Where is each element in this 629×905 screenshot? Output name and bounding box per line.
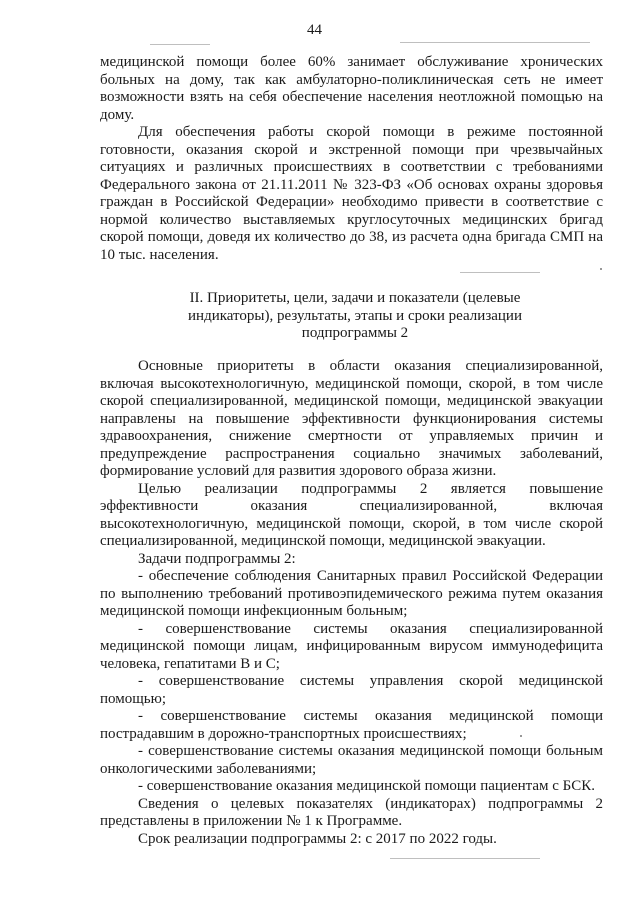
- task-item: - совершенствование системы управления скорой медицинской помощью;: [100, 673, 603, 707]
- intro-text: [100, 54, 603, 264]
- scan-noise: [390, 858, 540, 859]
- section-body: [100, 358, 603, 848]
- scan-noise: [150, 44, 210, 45]
- scan-noise: [600, 268, 602, 270]
- scan-noise: [460, 272, 540, 273]
- priorities-paragraph: Основные приоритеты в области оказания специализированной, включая высокотехнологичную, медицинской помощи, скорой, в том числе скорой специализированной, медицинской помощи, медицинской эвакуации направлены на повышение эффективности функционирования системы здравоохранения, снижение смертности от управляемых причин и предупреждение распространения социально значимых заболеваний, формирование условий для развития здорового образа жизни.: [100, 358, 603, 479]
- indicators-paragraph: Сведения о целевых показателях (индикаторах) подпрограммы 2 представлены в приложении № 1 к Программе.: [100, 795, 603, 829]
- goal-paragraph: Целью реализации подпрограммы 2 является повышение эффективности оказания специализированной, включая высокотехнологичную, медицинской помощи, скорой, в том числе скорой специализированной, медицинской помощи, медицинской эвакуации.: [100, 480, 603, 549]
- task-item: - обеспечение соблюдения Санитарных правил Российской Федерации по выполнению требований противоэпидемического режима путем оказания медицинской помощи инфекционным больным;: [100, 568, 603, 619]
- task-item: - совершенствование системы оказания медицинской помощи пострадавшим в дорожно-транспортных происшествиях;: [100, 708, 603, 742]
- section-heading-line-2: индикаторы), результаты, этапы и сроки реализации: [188, 307, 522, 324]
- section-heading-line-3: подпрограммы 2: [301, 325, 409, 341]
- section-heading: [150, 290, 560, 343]
- task-item: - совершенствование системы оказания специализированной медицинской помощи лицам, инфицированным вирусом иммунодефицита человека, гепатитами B и C;: [100, 620, 603, 672]
- task-item: - совершенствование системы оказания медицинской помощи больным онкологическими заболеваниями;: [100, 743, 603, 777]
- page-number: 44: [307, 22, 322, 38]
- task-item: - совершенствование оказания медицинской помощи пациентам с БСК.: [138, 778, 595, 794]
- tasks-title: Задачи подпрограммы 2:: [138, 550, 296, 567]
- intro-paragraph-2: Для обеспечения работы скорой помощи в режиме постоянной готовности, оказания скорой и экстренной помощи при чрезвычайных ситуациях и различных происшествиях в соответствии с требованиями Федерального закона от 21.11.2011 № 323-ФЗ «Об основах охраны здоровья граждан в Российской Федерации» необходимо привести в соответствие с нормой количество выставляемых круглосуточных медицинских бригад скорой помощи, доведя их количество до 38, из расчета одна бригада СМП на 10 тыс. населения.: [100, 124, 603, 263]
- scan-noise: [400, 42, 590, 43]
- term-paragraph: Срок реализации подпрограммы 2: с 2017 по 2022 годы.: [138, 830, 497, 847]
- section-heading-line-1: II. Приоритеты, цели, задачи и показатели (целевые: [189, 290, 521, 306]
- intro-paragraph-1: медицинской помощи более 60% занимает обслуживание хронических больных на дому, так как амбулаторно-поликлиническая сеть не имеет возможности взять на себя обеспечение населения неотложной помощью на дому.: [100, 54, 603, 123]
